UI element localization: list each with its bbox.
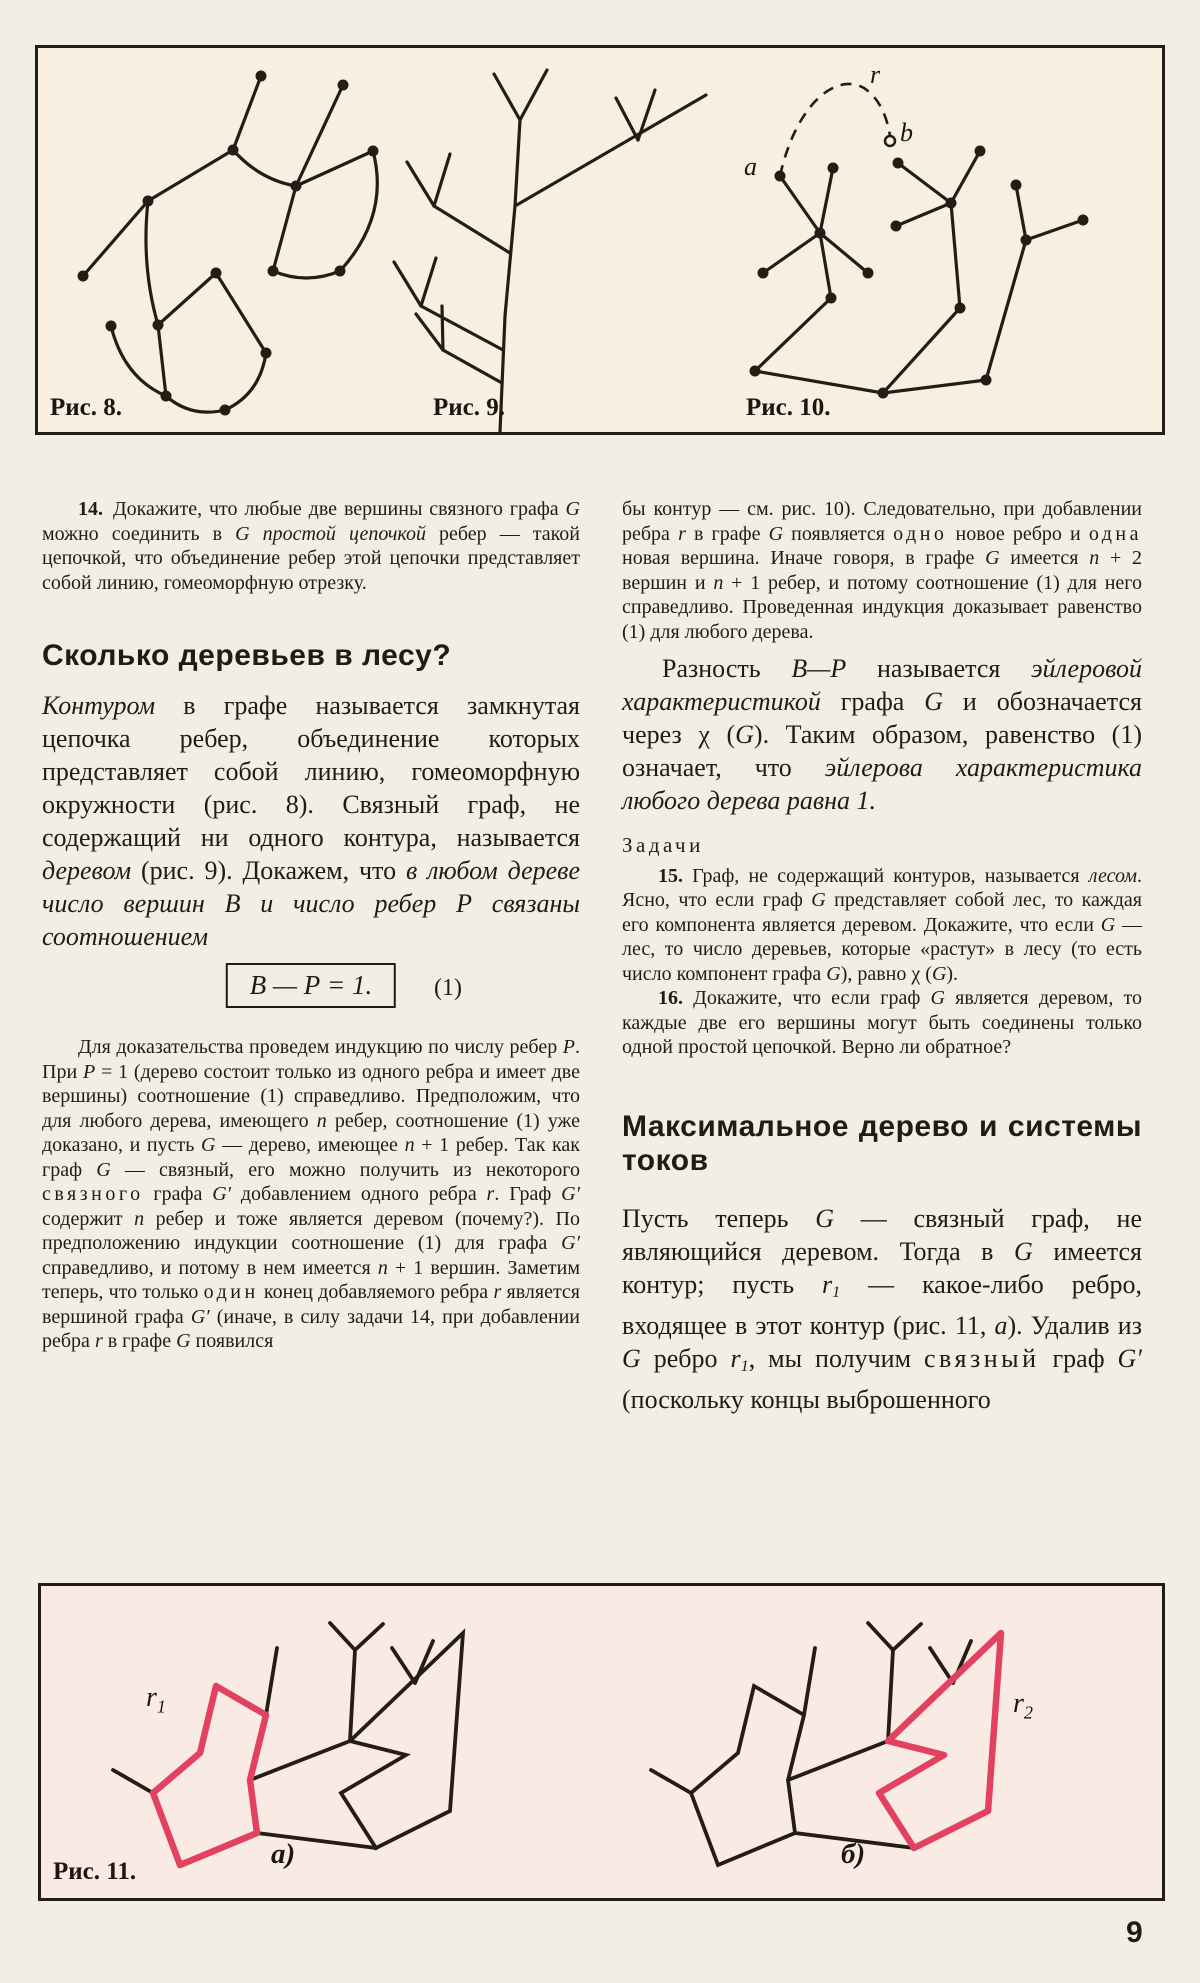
graphs-8-9-10-drawing: [38, 48, 1162, 432]
figure-box-top: [35, 45, 1165, 435]
proof-paragraph: Для доказательства проведем индукцию по числу ребер Р. При Р = 1 (дерево состоит только из одного ребра и имеет две вершины) соотношение (1) справедливо. Предположим, что для любого дерева, имеющего n ребер, соотношение (1) уже доказано, и пусть G — дерево, имеющее n + 1 ребер. Так как граф G — связный, его можно получить из некоторого связного графа G′ добавлением одного ребра r. Граф G′ содержит n ребер и тоже является деревом (почему?). По предположению индукции соотношение (1) для графа G′ справедливо, и потому в нем имеется n + 1 вершин. Заметим теперь, что только один конец добавляемого ребра r является вершиной графа G′ (иначе, в силу задачи 14, при добавлении ребра r в графе G появился: [42, 1036, 581, 1352]
tasks-heading: Задачи: [622, 833, 704, 857]
graphs-11a-11b-drawing: [41, 1586, 1162, 1898]
edge-r2-label: $r_2$: [1013, 1688, 1033, 1723]
figure-11a-graph: [113, 1623, 463, 1865]
figure-9-tree: [394, 70, 706, 432]
vertex-a-label: a: [744, 152, 757, 181]
figure-box-bottom: [38, 1583, 1165, 1901]
equation-box: В — Р = 1.: [226, 963, 396, 1008]
problem-16-text: 16. Докажите, что если граф G является деревом, то каждые две его вершины могут быть соединены только одной простой цепочкой. Верно ли обратное?: [622, 987, 1142, 1058]
red-contour-r1: [153, 1686, 266, 1865]
fig10-caption: Рис. 10.: [746, 394, 831, 421]
dashed-edge-r: [780, 84, 890, 176]
page-number: 9: [1126, 1916, 1143, 1949]
left-column: [42, 497, 580, 1354]
section-heading-max-tree: Максимальное дерево и системы токов: [622, 1109, 1142, 1177]
section-heading-forest: Сколько деревьев в лесу?: [42, 639, 452, 672]
equation-number: (1): [434, 975, 462, 1001]
edge-r-label: r: [870, 60, 881, 89]
problem-14-text: 14. Докажите, что любые две вершины связного графа G можно соединить в G простой цепочкой ребер — такой цепочкой, что объединение ребер этой цепочки представляет собой линию, гомеоморфную отрезку.: [42, 498, 581, 594]
proof-continuation: бы контур — см. рис. 10). Следовательно, при добавлении ребра r в графе G появляется одно новое ребро и одна новая вершина. Иначе говоря, в графе G имеется n + 2 вершин и n + 1 ребер, и потому соотношение (1) для него справедливо. Проведенная индукция доказывает равенство (1) для любого дерева.: [622, 498, 1143, 643]
figure-8-vertices: [78, 71, 379, 416]
subfigure-b-label: б): [841, 1838, 866, 1870]
vertex-b-label: b: [900, 118, 913, 147]
intro-paragraph: Контуром в графе называется замкнутая цепочка ребер, объединение которых представляет собой линию, гомеоморфную окружности (рис. 8). Связный граф, не содержащий ни одного контура, называется деревом (рис. 9). Докажем, что в любом дереве число вершин В и число ребер Р связаны соотношением: [42, 691, 580, 951]
figure-11b-graph: [651, 1623, 1001, 1865]
new-vertex-b-dot: [885, 136, 895, 146]
figure-10-forest: [750, 84, 1089, 399]
fig8-caption: Рис. 8.: [50, 394, 123, 421]
euler-characteristic-paragraph: Разность В—Р называется эйлеровой характеристикой графа G и обозначается через χ (G). Таким образом, равенство (1) означает, что эйлерова характеристика любого дерева равна 1.: [622, 654, 1143, 815]
edge-r1-label: $r_1$: [146, 1682, 166, 1717]
equation-row: [42, 963, 580, 1019]
figure-8-graph: [83, 76, 377, 412]
fig11-caption: Рис. 11.: [53, 1858, 137, 1885]
max-tree-paragraph: Пусть теперь G — связный граф, не являющийся деревом. Тогда в G имеется контур; пусть r1 — какое-либо ребро, входящее в этот контур (рис. 11, а). Удалив из G ребро r1, мы получим связный граф G′ (поскольку концы выброшенного: [622, 1203, 1142, 1414]
fig9-caption: Рис. 9.: [433, 394, 506, 421]
subfigure-a-label: а): [271, 1838, 296, 1870]
problem-15-text: 15. Граф, не содержащий контуров, называется лесом. Ясно, что если граф G представляет собой лес, то каждая его компонента является деревом. Докажите, что если G — лес, то число деревьев, которые «растут» в лесу (то есть число компонент графа G), равно χ (G).: [622, 864, 1142, 985]
right-column: [622, 497, 1142, 1416]
